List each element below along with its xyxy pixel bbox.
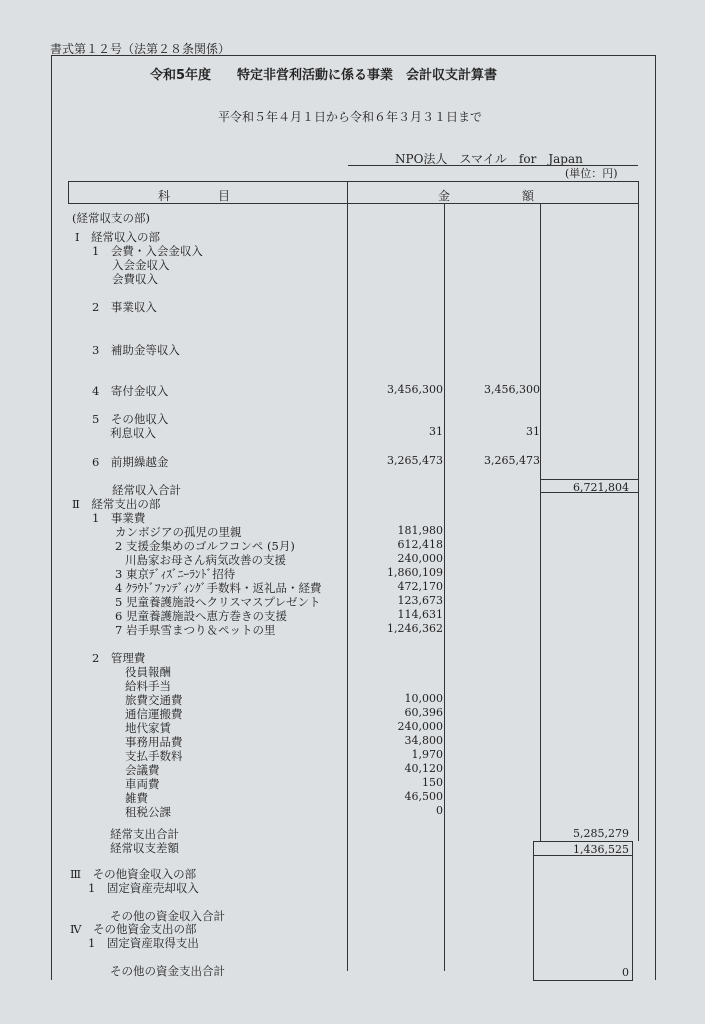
project-item-amount: 1,860,109 bbox=[387, 566, 443, 579]
project-item-amount: 472,170 bbox=[397, 580, 443, 593]
mgmt-item-amount: 1,970 bbox=[411, 748, 443, 761]
mgmt-item-amount: 46,500 bbox=[404, 790, 443, 803]
asset-sale-label: 1 固定資産売却収入 bbox=[88, 881, 199, 895]
mgmt-item-amount: 34,800 bbox=[404, 734, 443, 747]
final-column-left bbox=[533, 856, 534, 981]
mgmt-item-amount: 40,120 bbox=[404, 762, 443, 775]
interest-amount: 31 bbox=[429, 425, 443, 438]
expense-total-label: 経常支出合計 bbox=[110, 827, 179, 841]
table-left-border bbox=[68, 181, 69, 203]
income-heading: Ⅰ 経常収入の部 bbox=[75, 230, 161, 244]
membership-label: 1 会費・入会金収入 bbox=[92, 244, 203, 258]
project-item: 2 支援金集めのゴルフコンペ (5月) bbox=[115, 539, 295, 553]
income-total-label: 経常収入合計 bbox=[112, 483, 181, 497]
header-amount: 金 額 bbox=[438, 189, 535, 203]
project-item-amount: 114,631 bbox=[397, 608, 443, 621]
column-divider-2 bbox=[540, 203, 541, 488]
interest-subtotal: 31 bbox=[526, 425, 540, 438]
mgmt-item-amount: 240,000 bbox=[397, 720, 443, 733]
carryover-subtotal: 3,265,473 bbox=[484, 454, 540, 467]
mgmt-item-amount: 60,396 bbox=[404, 706, 443, 719]
project-item: 7 岩手県雪まつり＆ペットの里 bbox=[115, 623, 276, 637]
fiscal-period: 平令和５年４月１日から令和６年３月３１日まで bbox=[218, 110, 483, 124]
table-right-border bbox=[638, 181, 639, 841]
interest-label: 利息収入 bbox=[110, 426, 156, 440]
mgmt-cost-label: 2 管理費 bbox=[92, 651, 146, 665]
organization-name: NPO法人 スマイル for Japan bbox=[395, 152, 583, 166]
table-top-border bbox=[68, 181, 639, 182]
mgmt-item: 雑費 bbox=[125, 791, 148, 805]
project-item-amount: 123,673 bbox=[397, 594, 443, 607]
expense-heading: Ⅱ 経常支出の部 bbox=[72, 497, 161, 511]
asset-purchase-label: 1 固定資産取得支出 bbox=[88, 936, 199, 950]
other-expense-total-amount: 0 bbox=[622, 966, 629, 979]
mgmt-item: 旅費交通費 bbox=[125, 693, 183, 707]
balance-amount: 1,436,525 bbox=[573, 843, 629, 856]
document-title: 令和5年度 特定非営利活動に係る事業 会計収支計算書 bbox=[150, 68, 498, 83]
header-bottom-border bbox=[68, 203, 639, 204]
column-divider-2-lower bbox=[540, 493, 541, 841]
other-income-heading: Ⅲ その他資金収入の部 bbox=[70, 867, 197, 881]
business-income-label: 2 事業収入 bbox=[92, 300, 157, 314]
form-number: 書式第１２号（法第２８条関係） bbox=[50, 42, 231, 56]
donation-subtotal: 3,456,300 bbox=[484, 383, 540, 396]
membership-fee-label: 会費収入 bbox=[112, 272, 158, 286]
header-subject: 科 目 bbox=[158, 189, 231, 203]
admission-fee-label: 入会金収入 bbox=[112, 258, 170, 272]
mgmt-item-amount: 150 bbox=[422, 776, 443, 789]
mgmt-item: 役員報酬 bbox=[125, 665, 171, 679]
project-item-amount: 181,980 bbox=[397, 524, 443, 537]
project-item-amount: 1,246,362 bbox=[387, 622, 443, 635]
mgmt-item: 支払手数料 bbox=[125, 749, 183, 763]
project-cost-label: 1 事業費 bbox=[92, 511, 146, 525]
mgmt-item: 通信運搬費 bbox=[125, 707, 183, 721]
carryover-amount: 3,265,473 bbox=[387, 454, 443, 467]
mgmt-item: 給料手当 bbox=[125, 679, 171, 693]
project-item: 4 ｸﾗｳﾄﾞﾌｧﾝﾃﾞｨﾝｸﾞ手数料・返礼品・経費 bbox=[115, 581, 322, 595]
donation-label: 4 寄付金収入 bbox=[92, 384, 169, 398]
project-item: 3 東京ﾃﾞｨｽﾞﾆｰﾗﾝﾄﾞ招待 bbox=[115, 567, 236, 581]
project-item: カンボジアの孤児の里親 bbox=[115, 525, 242, 539]
income-total-amount: 6,721,804 bbox=[573, 481, 629, 494]
final-column-bottom bbox=[533, 980, 633, 981]
column-divider-subject bbox=[347, 181, 348, 971]
column-divider-1 bbox=[444, 203, 445, 971]
unit-label: (単位：円) bbox=[565, 167, 618, 180]
project-item: 川島家お母さん病気改善の支援 bbox=[125, 553, 286, 567]
balance-label: 経常収支差額 bbox=[110, 841, 179, 855]
other-income-label: 5 その他収入 bbox=[92, 412, 169, 426]
mgmt-item: 車両費 bbox=[125, 777, 160, 791]
project-item-amount: 612,418 bbox=[397, 538, 443, 551]
mgmt-item: 会議費 bbox=[125, 763, 160, 777]
mgmt-item-amount: 0 bbox=[436, 804, 443, 817]
mgmt-item-amount: 10,000 bbox=[404, 692, 443, 705]
mgmt-item: 事務用品費 bbox=[125, 735, 183, 749]
carryover-label: 6 前期繰越金 bbox=[92, 455, 169, 469]
project-item: 5 児童養護施設へクリスマスプレゼント bbox=[115, 595, 321, 609]
project-item-amount: 240,000 bbox=[397, 552, 443, 565]
other-expense-heading: Ⅳ その他資金支出の部 bbox=[70, 922, 197, 936]
other-income-total-label: その他の資金収入合計 bbox=[110, 909, 225, 923]
final-column-right bbox=[632, 856, 633, 981]
mgmt-item: 租税公課 bbox=[125, 805, 171, 819]
donation-amount: 3,456,300 bbox=[387, 383, 443, 396]
subsidy-label: 3 補助金等収入 bbox=[92, 343, 180, 357]
project-item: 6 児童養護施設へ恵方巻きの支援 bbox=[115, 609, 287, 623]
mgmt-item: 地代家賃 bbox=[125, 721, 171, 735]
other-expense-total-label: その他の資金支出合計 bbox=[110, 964, 225, 978]
recurring-section-label: (経常収支の部) bbox=[72, 211, 150, 225]
expense-total-amount: 5,285,279 bbox=[573, 827, 629, 840]
